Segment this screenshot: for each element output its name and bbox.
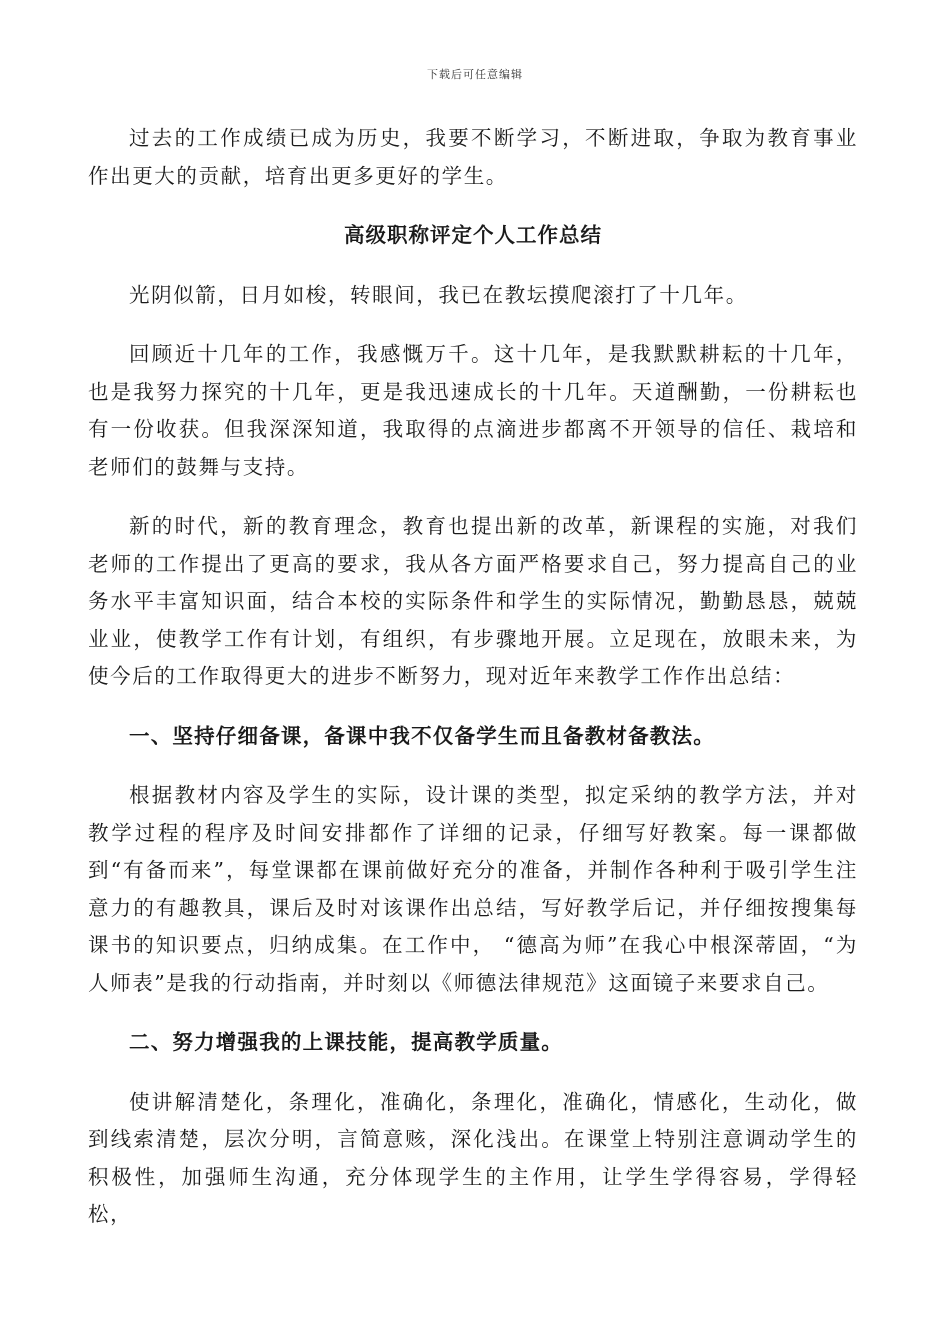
paragraph-1: 光阴似箭，日月如梭，转眼间，我已在教坛摸爬滚打了十几年。 bbox=[129, 282, 748, 307]
paragraph-4: 根据教材内容及学生的实际，设计课的类型，拟定采纳的教学方法，并对教学过程的程序及时间安排都作了详细的记录，仔细写好教案。每一课都做到“有备而来”，每堂课都在课前做好充分的准备，并制作各种利于吸引学生注意力的有趣教具，课后及时对该课作出总结，写好教学后记，并仔细按搜集每课书的知识要点，归纳成集。在工作中， “德高为师”在我心中根深蒂固，“为人师表”是我的行动指南，并时刻以《师德法律规范》这面镜子来要求自己。 bbox=[88, 783, 858, 995]
page-header: 下载后可任意编辑 bbox=[427, 68, 523, 81]
section-heading-1: 一、坚持仔细备课，备课中我不仅备学生而且备教材备教法。 bbox=[129, 723, 715, 748]
paragraph-3: 新的时代，新的教育理念，教育也提出新的改革，新课程的实施，对我们老师的工作提出了更高的要求，我从各方面严格要求自己，努力提高自己的业务水平丰富知识面，结合本校的实际条件和学生的实际情况，勤勤恳恳，兢兢业业，使教学工作有计划，有组织，有步骤地开展。立足现在，放眼未来，为使今后的工作取得更大的进步不断努力，现对近年来教学工作作出总结： bbox=[88, 514, 858, 688]
document-title: 高级职称评定个人工作总结 bbox=[344, 223, 602, 247]
document-body bbox=[88, 120, 858, 1256]
section-heading-2: 二、努力增强我的上课技能，提高教学质量。 bbox=[129, 1030, 563, 1054]
paragraph-intro: 过去的工作成绩已成为历史，我要不断学习，不断进取，争取为教育事业作出更大的贡献，培育出更多更好的学生。 bbox=[88, 126, 858, 188]
paragraph-2: 回顾近十几年的工作，我感慨万千。这十几年，是我默默耕耘的十几年，也是我努力探究的十几年，更是我迅速成长的十几年。天道酬勤，一份耕耘也有一份收获。但我深深知道，我取得的点滴进步都离不开领导的信任、栽培和老师们的鼓舞与支持。 bbox=[88, 342, 858, 479]
paragraph-5: 使讲解清楚化，条理化，准确化，条理化，准确化，情感化，生动化，做到线索清楚，层次分明，言简意赅，深化浅出。在课堂上特别注意调动学生的积极性，加强师生沟通，充分体现学生的主作用，让学生学得容易，学得轻松， bbox=[88, 1089, 858, 1226]
